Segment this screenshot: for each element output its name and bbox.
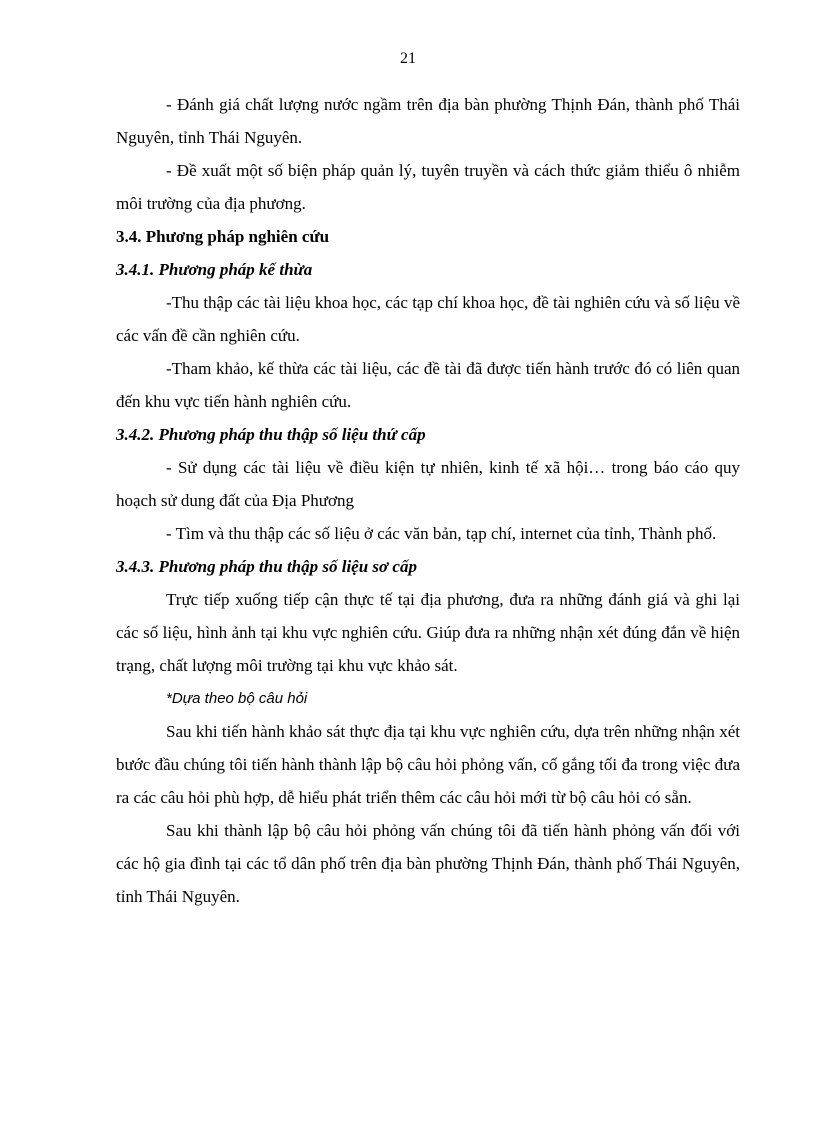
note-line: *Dựa theo bộ câu hỏi	[166, 690, 308, 707]
section-heading: 3.4. Phương pháp nghiên cứu	[116, 227, 330, 246]
paragraph: -Tham khảo, kế thừa các tài liệu, các đề tài đã được tiến hành trước đó có liên quan đến khu vực tiến hành nghiên cứu.	[116, 359, 740, 411]
page-number: 21	[400, 50, 416, 67]
paragraph: Trực tiếp xuống tiếp cận thực tế tại địa phương, đưa ra những đánh giá và ghi lại các số liệu, hình ảnh tại khu vực nghiên cứu. Giúp đưa ra những nhận xét đúng đắn về hiện trạng, chất lượng môi trường tại khu vực khảo sát.	[116, 590, 740, 675]
subsection-heading: 3.4.1. Phương pháp kế thừa	[116, 260, 313, 279]
subsection-heading: 3.4.2. Phương pháp thu thập số liệu thứ cấp	[116, 425, 426, 444]
paragraph: - Đánh giá chất lượng nước ngầm trên địa bàn phường Thịnh Đán, thành phố Thái Nguyên, tỉnh Thái Nguyên.	[116, 95, 740, 147]
paragraph: Sau khi tiến hành khảo sát thực địa tại khu vực nghiên cứu, dựa trên những nhận xét bước đầu chúng tôi tiến hành thành lập bộ câu hỏi phỏng vấn, cố gắng tối đa trong việc đưa ra các câu hỏi phù hợp, dễ hiểu phát triển thêm các câu hỏi mới từ bộ câu hỏi có sẵn.	[116, 722, 740, 807]
subsection-heading: 3.4.3. Phương pháp thu thập số liệu sơ cấp	[116, 557, 417, 576]
paragraph: Sau khi thành lập bộ câu hỏi phỏng vấn chúng tôi đã tiến hành phỏng vấn đối với các hộ gia đình tại các tổ dân phố trên địa bàn phường Thịnh Đán, thành phố Thái Nguyên, tỉnh Thái Nguyên.	[116, 821, 740, 906]
paragraph: - Đề xuất một số biện pháp quản lý, tuyên truyền và cách thức giảm thiểu ô nhiễm môi trường của địa phương.	[116, 161, 740, 213]
paragraph: -Thu thập các tài liệu khoa học, các tạp chí khoa học, đề tài nghiên cứu và số liệu về các vấn đề cần nghiên cứu.	[116, 293, 740, 345]
paragraph: - Tìm và thu thập các số liệu ở các văn bản, tạp chí, internet của tỉnh, Thành phố.	[166, 524, 717, 543]
paragraph: - Sử dụng các tài liệu về điều kiện tự nhiên, kinh tế xã hội… trong báo cáo quy hoạch sử dung đất của Địa Phương	[116, 458, 740, 510]
document-body	[116, 88, 740, 913]
